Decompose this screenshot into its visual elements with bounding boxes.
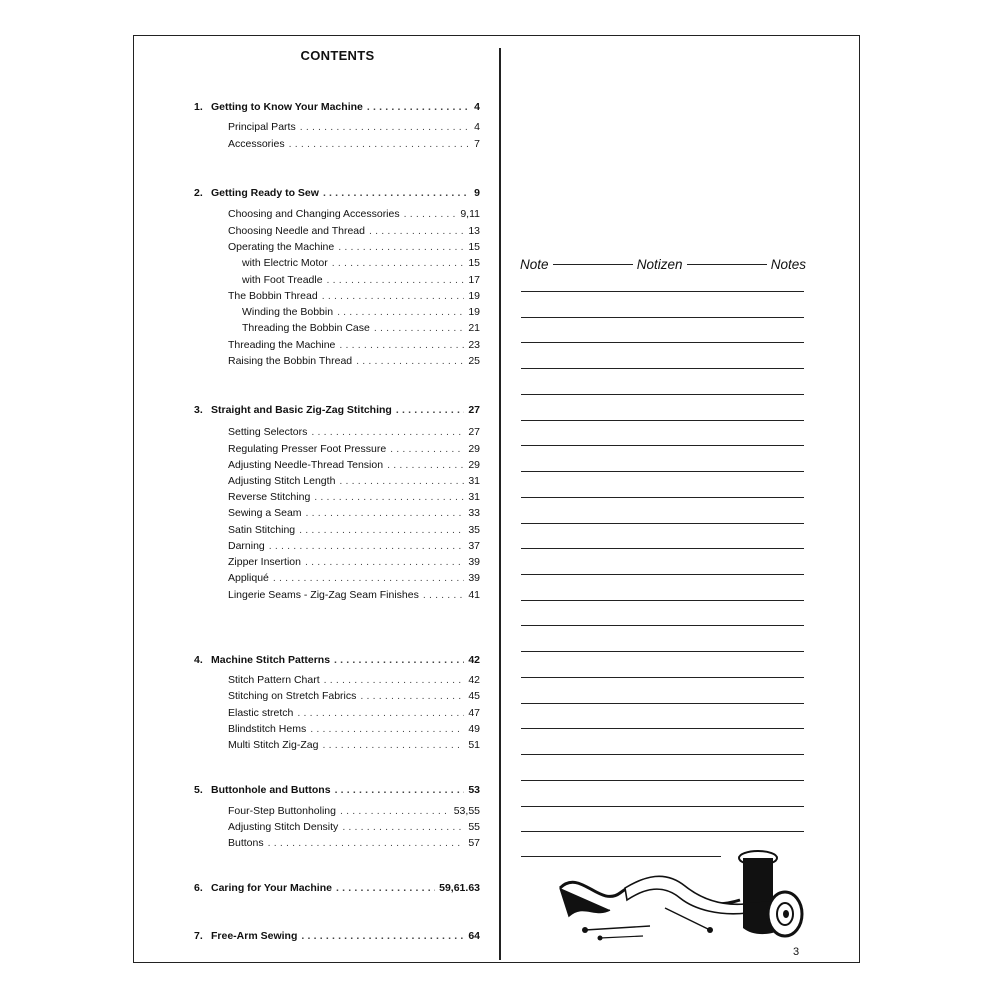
toc-entry-page: 7 [474, 138, 480, 150]
toc-entry [194, 208, 480, 224]
toc-entry [194, 426, 480, 442]
toc-entry-page: 27 [468, 426, 480, 438]
toc-entry-number: 5. [194, 784, 203, 796]
toc-entry-page: 33 [468, 507, 480, 519]
toc-dot-leader [323, 187, 470, 199]
toc-entry-label: Buttonhole and Buttons [211, 784, 331, 796]
toc-section-entry [194, 784, 480, 800]
toc-entry-page: 39 [468, 572, 480, 584]
toc-entry-page: 37 [468, 540, 480, 552]
toc-entry [194, 306, 480, 322]
toc-entry-label: Threading the Machine [228, 339, 336, 351]
toc-entry [194, 322, 480, 338]
toc-entry [194, 459, 480, 475]
toc-entry-label: Elastic stretch [228, 707, 294, 719]
toc-entry-page: 31 [468, 491, 480, 503]
toc-entry [194, 475, 480, 491]
toc-dot-leader [300, 121, 470, 133]
toc-dot-leader [269, 540, 465, 552]
toc-dot-leader [322, 739, 464, 751]
toc-entry-page: 29 [468, 459, 480, 471]
toc-entry-number: 3. [194, 404, 203, 416]
toc-entry-page: 15 [468, 257, 480, 269]
toc-entry-page: 23 [468, 339, 480, 351]
toc-dot-leader [314, 491, 464, 503]
note-line [521, 574, 804, 575]
notes-label-note: Note [520, 256, 549, 272]
toc-dot-leader [268, 837, 465, 849]
note-line [521, 651, 804, 652]
toc-entry [194, 355, 480, 371]
toc-dot-leader [324, 674, 465, 686]
toc-dot-leader [390, 443, 464, 455]
toc-entry-label: Winding the Bobbin [242, 306, 334, 318]
toc-entry [194, 121, 480, 137]
toc-dot-leader [339, 339, 464, 351]
toc-entry-label: Setting Selectors [228, 426, 308, 438]
toc-dot-leader [337, 306, 464, 318]
toc-entry [194, 491, 480, 507]
toc-dot-leader [301, 930, 464, 942]
toc-entry [194, 225, 480, 241]
toc-entry-label: Choosing and Changing Accessories [228, 208, 400, 220]
note-line [521, 420, 804, 421]
toc-dot-leader [339, 475, 464, 487]
toc-dot-leader [360, 690, 464, 702]
toc-section-entry [194, 654, 480, 670]
sewing-spool-ribbon-pins-icon [555, 848, 810, 943]
toc-dot-leader [327, 274, 465, 286]
toc-entry [194, 837, 480, 853]
toc-entry-label: Raising the Bobbin Thread [228, 355, 353, 367]
note-line [521, 471, 804, 472]
toc-entry [194, 674, 480, 690]
toc-section-entry [194, 930, 480, 946]
toc-entry [194, 723, 480, 739]
page-number: 3 [793, 946, 800, 958]
toc-entry-page: 27 [468, 404, 480, 416]
toc-dot-leader [305, 556, 464, 568]
toc-entry-page: 49 [468, 723, 480, 735]
note-line [521, 806, 804, 807]
toc-entry-label: Principal Parts [228, 121, 296, 133]
toc-dot-leader [311, 426, 464, 438]
toc-entry-label: Getting to Know Your Machine [211, 101, 363, 113]
toc-entry [194, 241, 480, 257]
toc-section-entry [194, 404, 480, 420]
toc-entry-label: with Foot Treadle [242, 274, 323, 286]
toc-entry-label: Adjusting Stitch Density [228, 821, 339, 833]
notes-header-rule [553, 264, 633, 265]
toc-entry-label: Machine Stitch Patterns [211, 654, 331, 666]
toc-dot-leader [273, 572, 464, 584]
toc-entry-page: 45 [468, 690, 480, 702]
note-line [521, 754, 804, 755]
toc-entry-page: 25 [468, 355, 480, 367]
toc-entry-label: Operating the Machine [228, 241, 335, 253]
toc-entry-label: Lingerie Seams - Zig-Zag Seam Finishes [228, 589, 419, 601]
toc-entry [194, 443, 480, 459]
toc-entry-page: 39 [468, 556, 480, 568]
toc-entry-label: Satin Stitching [228, 524, 296, 536]
notes-header-rule [687, 264, 767, 265]
toc-entry-label: Straight and Basic Zig-Zag Stitching [211, 404, 392, 416]
toc-dot-leader [369, 225, 464, 237]
toc-entry-label: Darning [228, 540, 265, 552]
toc-entry-page: 59,61.63 [439, 882, 480, 894]
toc-entry [194, 339, 480, 355]
toc-entry [194, 821, 480, 837]
toc-dot-leader [342, 821, 464, 833]
toc-entry-label: Blindstitch Hems [228, 723, 307, 735]
note-line [521, 291, 804, 292]
note-line [521, 342, 804, 343]
note-line [521, 703, 804, 704]
toc-entry-label: Regulating Presser Foot Pressure [228, 443, 387, 455]
note-line [521, 523, 804, 524]
toc-section-entry [194, 882, 480, 898]
toc-dot-leader [332, 257, 465, 269]
toc-entry-page: 53 [468, 784, 480, 796]
toc-entry-page: 64 [468, 930, 480, 942]
toc-entry-label: Threading the Bobbin Case [242, 322, 370, 334]
note-line [521, 625, 804, 626]
toc-entry-label: Choosing Needle and Thread [228, 225, 365, 237]
toc-entry-page: 9,11 [460, 208, 480, 220]
toc-entry-label: Zipper Insertion [228, 556, 301, 568]
toc-entry-page: 35 [468, 524, 480, 536]
toc-dot-leader [297, 707, 464, 719]
toc-dot-leader [367, 101, 470, 113]
toc-entry [194, 572, 480, 588]
toc-entry-number: 2. [194, 187, 203, 199]
toc-dot-leader [306, 507, 465, 519]
toc-dot-leader [387, 459, 464, 471]
toc-section-entry [194, 101, 480, 117]
notes-header [520, 255, 806, 273]
toc-entry-label: Adjusting Needle-Thread Tension [228, 459, 384, 471]
note-line [521, 677, 804, 678]
toc-entry [194, 739, 480, 755]
toc-dot-leader [335, 784, 465, 796]
toc-entry-label: Accessories [228, 138, 285, 150]
toc-dot-leader [374, 322, 464, 334]
toc-entry [194, 589, 480, 605]
toc-dot-leader [322, 290, 465, 302]
note-line [521, 394, 804, 395]
toc-entry-page: 53,55 [453, 805, 480, 817]
toc-entry-label: Appliqué [228, 572, 269, 584]
toc-entry-page: 31 [468, 475, 480, 487]
toc-entry-page: 19 [468, 306, 480, 318]
toc-entry-page: 47 [468, 707, 480, 719]
toc-entry-page: 4 [474, 101, 480, 113]
toc-entry-page: 13 [468, 225, 480, 237]
toc-dot-leader [299, 524, 464, 536]
note-line [521, 728, 804, 729]
toc-entry [194, 274, 480, 290]
toc-entry-number: 1. [194, 101, 203, 113]
toc-entry [194, 707, 480, 723]
toc-entry-page: 4 [474, 121, 480, 133]
toc-entry-label: Stitch Pattern Chart [228, 674, 320, 686]
toc-entry-page: 42 [468, 674, 480, 686]
toc-dot-leader [396, 404, 464, 416]
toc-entry-page: 15 [468, 241, 480, 253]
toc-entry-label: Free-Arm Sewing [211, 930, 298, 942]
toc-entry-label: Stitching on Stretch Fabrics [228, 690, 357, 702]
note-line [521, 497, 804, 498]
toc-section-entry [194, 187, 480, 203]
toc-dot-leader [356, 355, 464, 367]
note-line [521, 548, 804, 549]
toc-entry-label: Reverse Stitching [228, 491, 311, 503]
toc-entry [194, 805, 480, 821]
toc-entry [194, 507, 480, 523]
toc-entry-number: 6. [194, 882, 203, 894]
notes-label-notes: Notes [770, 256, 806, 272]
note-line [521, 780, 804, 781]
toc-entry-label: Multi Stitch Zig-Zag [228, 739, 319, 751]
toc-entry-label: Getting Ready to Sew [211, 187, 319, 199]
notes-label-notizen: Notizen [636, 256, 683, 272]
toc-entry-page: 55 [468, 821, 480, 833]
toc-entry [194, 257, 480, 273]
toc-dot-leader [336, 882, 435, 894]
toc-dot-leader [338, 241, 464, 253]
toc-entry-page: 17 [468, 274, 480, 286]
toc-dot-leader [404, 208, 457, 220]
toc-entry-number: 4. [194, 654, 203, 666]
toc-entry-label: Sewing a Seam [228, 507, 302, 519]
toc-entry [194, 138, 480, 154]
toc-entry-label: Caring for Your Machine [211, 882, 332, 894]
toc-dot-leader [340, 805, 450, 817]
toc-entry-label: Buttons [228, 837, 264, 849]
toc-entry [194, 524, 480, 540]
toc-entry-number: 7. [194, 930, 203, 942]
toc-entry-label: Four-Step Buttonholing [228, 805, 336, 817]
toc-entry-page: 42 [468, 654, 480, 666]
toc-entry-label: with Electric Motor [242, 257, 328, 269]
toc-entry [194, 540, 480, 556]
toc-entry-page: 9 [474, 187, 480, 199]
toc-entry [194, 290, 480, 306]
toc-dot-leader [423, 589, 464, 601]
toc-entry-page: 19 [468, 290, 480, 302]
toc-entry [194, 690, 480, 706]
toc-dot-leader [289, 138, 471, 150]
toc-entry-page: 29 [468, 443, 480, 455]
toc-entry-page: 41 [468, 589, 480, 601]
toc-entry-page: 21 [468, 322, 480, 334]
note-line [521, 445, 804, 446]
contents-title: CONTENTS [300, 48, 375, 63]
toc-entry-page: 51 [468, 739, 480, 751]
toc-entry-label: The Bobbin Thread [228, 290, 318, 302]
note-line [521, 831, 804, 832]
toc-dot-leader [334, 654, 464, 666]
note-line [521, 600, 804, 601]
note-line [521, 317, 804, 318]
toc-entry-page: 57 [468, 837, 480, 849]
toc-entry [194, 556, 480, 572]
toc-dot-leader [310, 723, 464, 735]
note-line [521, 368, 804, 369]
toc-entry-label: Adjusting Stitch Length [228, 475, 336, 487]
